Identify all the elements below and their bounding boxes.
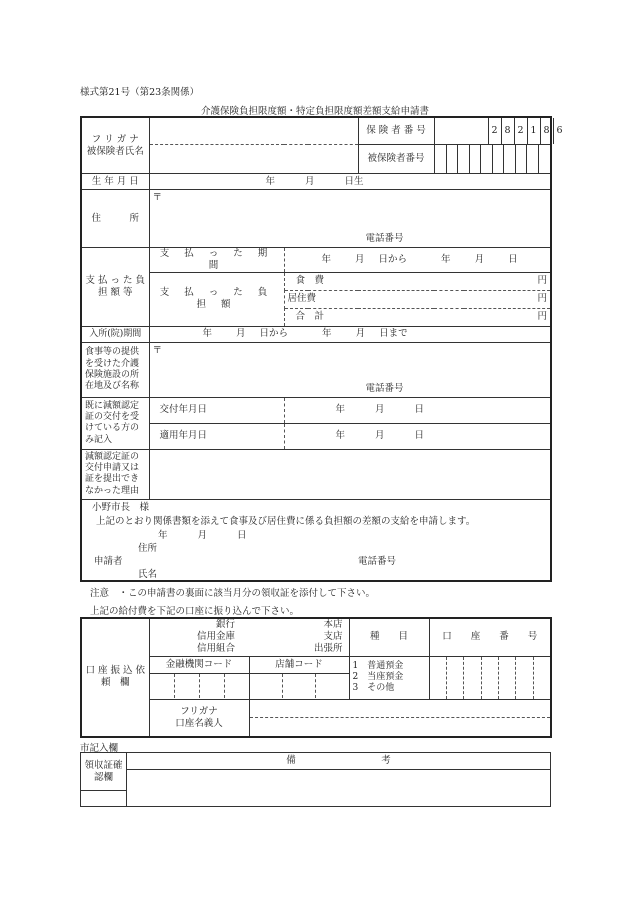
holder-furigana-input[interactable]	[250, 700, 551, 718]
applicant-label: 申請者	[94, 555, 123, 567]
holder-name-input[interactable]	[250, 718, 551, 736]
stay-period-field[interactable]: 年 月 日から 年 月 日まで	[149, 326, 551, 342]
main-form-table	[80, 116, 563, 582]
holder-furigana-label: フリガナ	[180, 705, 218, 717]
city-use-label: 市記入欄	[80, 743, 119, 754]
form-title: 介護保険負担限度額・特定負担限度額差額支給申請書	[200, 106, 429, 117]
paid-amount-label: 支 払 っ た 負 担 額	[149, 272, 284, 326]
applicant-phone-label: 電話番号	[358, 555, 397, 567]
facility-label: 食事等の提供を受けた介護保険施設の所在地及び名称	[81, 342, 149, 397]
insurer-digit: 8	[540, 118, 553, 144]
declaration-block	[81, 499, 551, 581]
insurer-digit: 2	[488, 118, 501, 144]
cert-issue-label: 交付年月日	[149, 397, 284, 423]
bank-label: 口 座 振 込 依 頼 欄	[81, 618, 149, 737]
stay-label: 入所(院)期間	[81, 326, 149, 342]
transfer-note: 上記の給付費を下記の口座に振り込んで下さい。	[90, 606, 300, 617]
paid-period-label: 支 払 っ た 期 間	[149, 248, 284, 273]
paid-period-field[interactable]: 年 月 日から 年 月 日	[284, 248, 551, 273]
furigana-label: フ リ ガ ナ	[91, 133, 139, 145]
insurer-no-label: 保 険 者 番 号	[358, 117, 434, 145]
insured-no-field[interactable]	[434, 145, 551, 174]
bank-type-left[interactable]: 銀行 信用金庫 信用組合	[149, 618, 249, 656]
remarks-field[interactable]	[127, 770, 551, 807]
inst-code-field[interactable]	[149, 656, 249, 699]
account-kind-options[interactable]: 1 普通預金 2 当座預金 3 その他	[349, 656, 429, 699]
paid-row-total[interactable]: 合 計 円	[284, 308, 551, 326]
address-phone-label: 電話番号	[365, 233, 404, 245]
branch-code-label: 店舗コード	[250, 657, 349, 674]
cert-issue-date-field[interactable]: 年 月 日	[284, 397, 551, 423]
insured-name-label: 被保険者氏名	[86, 145, 144, 157]
holder-field[interactable]	[249, 699, 551, 737]
paid-row-housing[interactable]: 居住費 円	[284, 290, 551, 308]
applicant-address-label: 住所	[138, 542, 158, 554]
insurer-digit: 2	[514, 118, 527, 144]
birth-year: 年	[265, 175, 276, 187]
insured-label-cell	[81, 117, 149, 174]
cert-label: 既に減額認定証の交付を受けている方のみ記入	[81, 397, 149, 449]
account-no-field[interactable]	[429, 656, 551, 699]
branch-code-field[interactable]	[249, 656, 349, 699]
applicant-name-label: 氏名	[138, 568, 158, 580]
addressee: 小野市長 様	[92, 501, 150, 513]
receipt-check-field[interactable]	[81, 791, 127, 807]
bank-table	[80, 617, 552, 738]
receipt-check-label: 領収証確認欄	[81, 753, 127, 791]
postal-mark: 〒	[152, 192, 163, 203]
facility-postal-mark: 〒	[152, 344, 163, 356]
address-field[interactable]	[149, 190, 551, 248]
reason-label: 減額認定証の交付申請又は証を提出できなかった理由	[81, 449, 149, 499]
bank-type-right[interactable]: 本店 支店 出張所	[249, 618, 349, 656]
reason-field[interactable]	[149, 449, 551, 499]
holder-label-cell	[149, 699, 249, 737]
insurer-digit: 8	[501, 118, 514, 144]
declaration-date[interactable]: 年 月 日	[158, 529, 247, 541]
insured-no-label: 被保険者番号	[358, 145, 434, 174]
form-number: 様式第21号（第23条関係）	[80, 87, 200, 98]
paid-label: 支 払 っ た 負 担 額 等	[81, 248, 149, 327]
declaration-text: 上記のとおり関係書類を添えて食事及び居住費に係る負担額の差額の支給を申請します。	[96, 515, 476, 527]
insurer-digit: 1	[527, 118, 540, 144]
birth-label: 生 年 月 日	[81, 174, 149, 190]
account-no-label: 口 座 番 号	[429, 618, 551, 656]
insurer-no-field[interactable]	[434, 117, 563, 145]
kind-label: 種 目	[349, 618, 429, 656]
address-label: 住 所	[81, 190, 149, 248]
insurer-digits	[435, 118, 566, 144]
remarks-label: 備 考	[127, 753, 551, 770]
note-text: 注意 ・この申請書の裏面に該当月分の領収証を添付して下さい。	[90, 588, 376, 599]
birth-date-field[interactable]	[149, 174, 551, 190]
facility-phone-label: 電話番号	[365, 382, 404, 394]
inst-code-label: 金融機関コード	[150, 657, 249, 674]
birth-month: 月	[305, 175, 315, 187]
holder-label: 口座名義人	[175, 717, 223, 729]
paid-row-food[interactable]: 食 費 円	[284, 272, 551, 290]
insured-name-input[interactable]	[149, 145, 358, 174]
facility-field[interactable]	[149, 342, 551, 397]
city-table	[80, 752, 551, 807]
furigana-input[interactable]	[149, 117, 358, 145]
insurer-digit: 6	[553, 118, 566, 144]
cert-apply-date-field[interactable]: 年 月 日	[284, 423, 551, 449]
birth-day: 日生	[344, 175, 364, 187]
cert-apply-label: 適用年月日	[149, 423, 284, 449]
